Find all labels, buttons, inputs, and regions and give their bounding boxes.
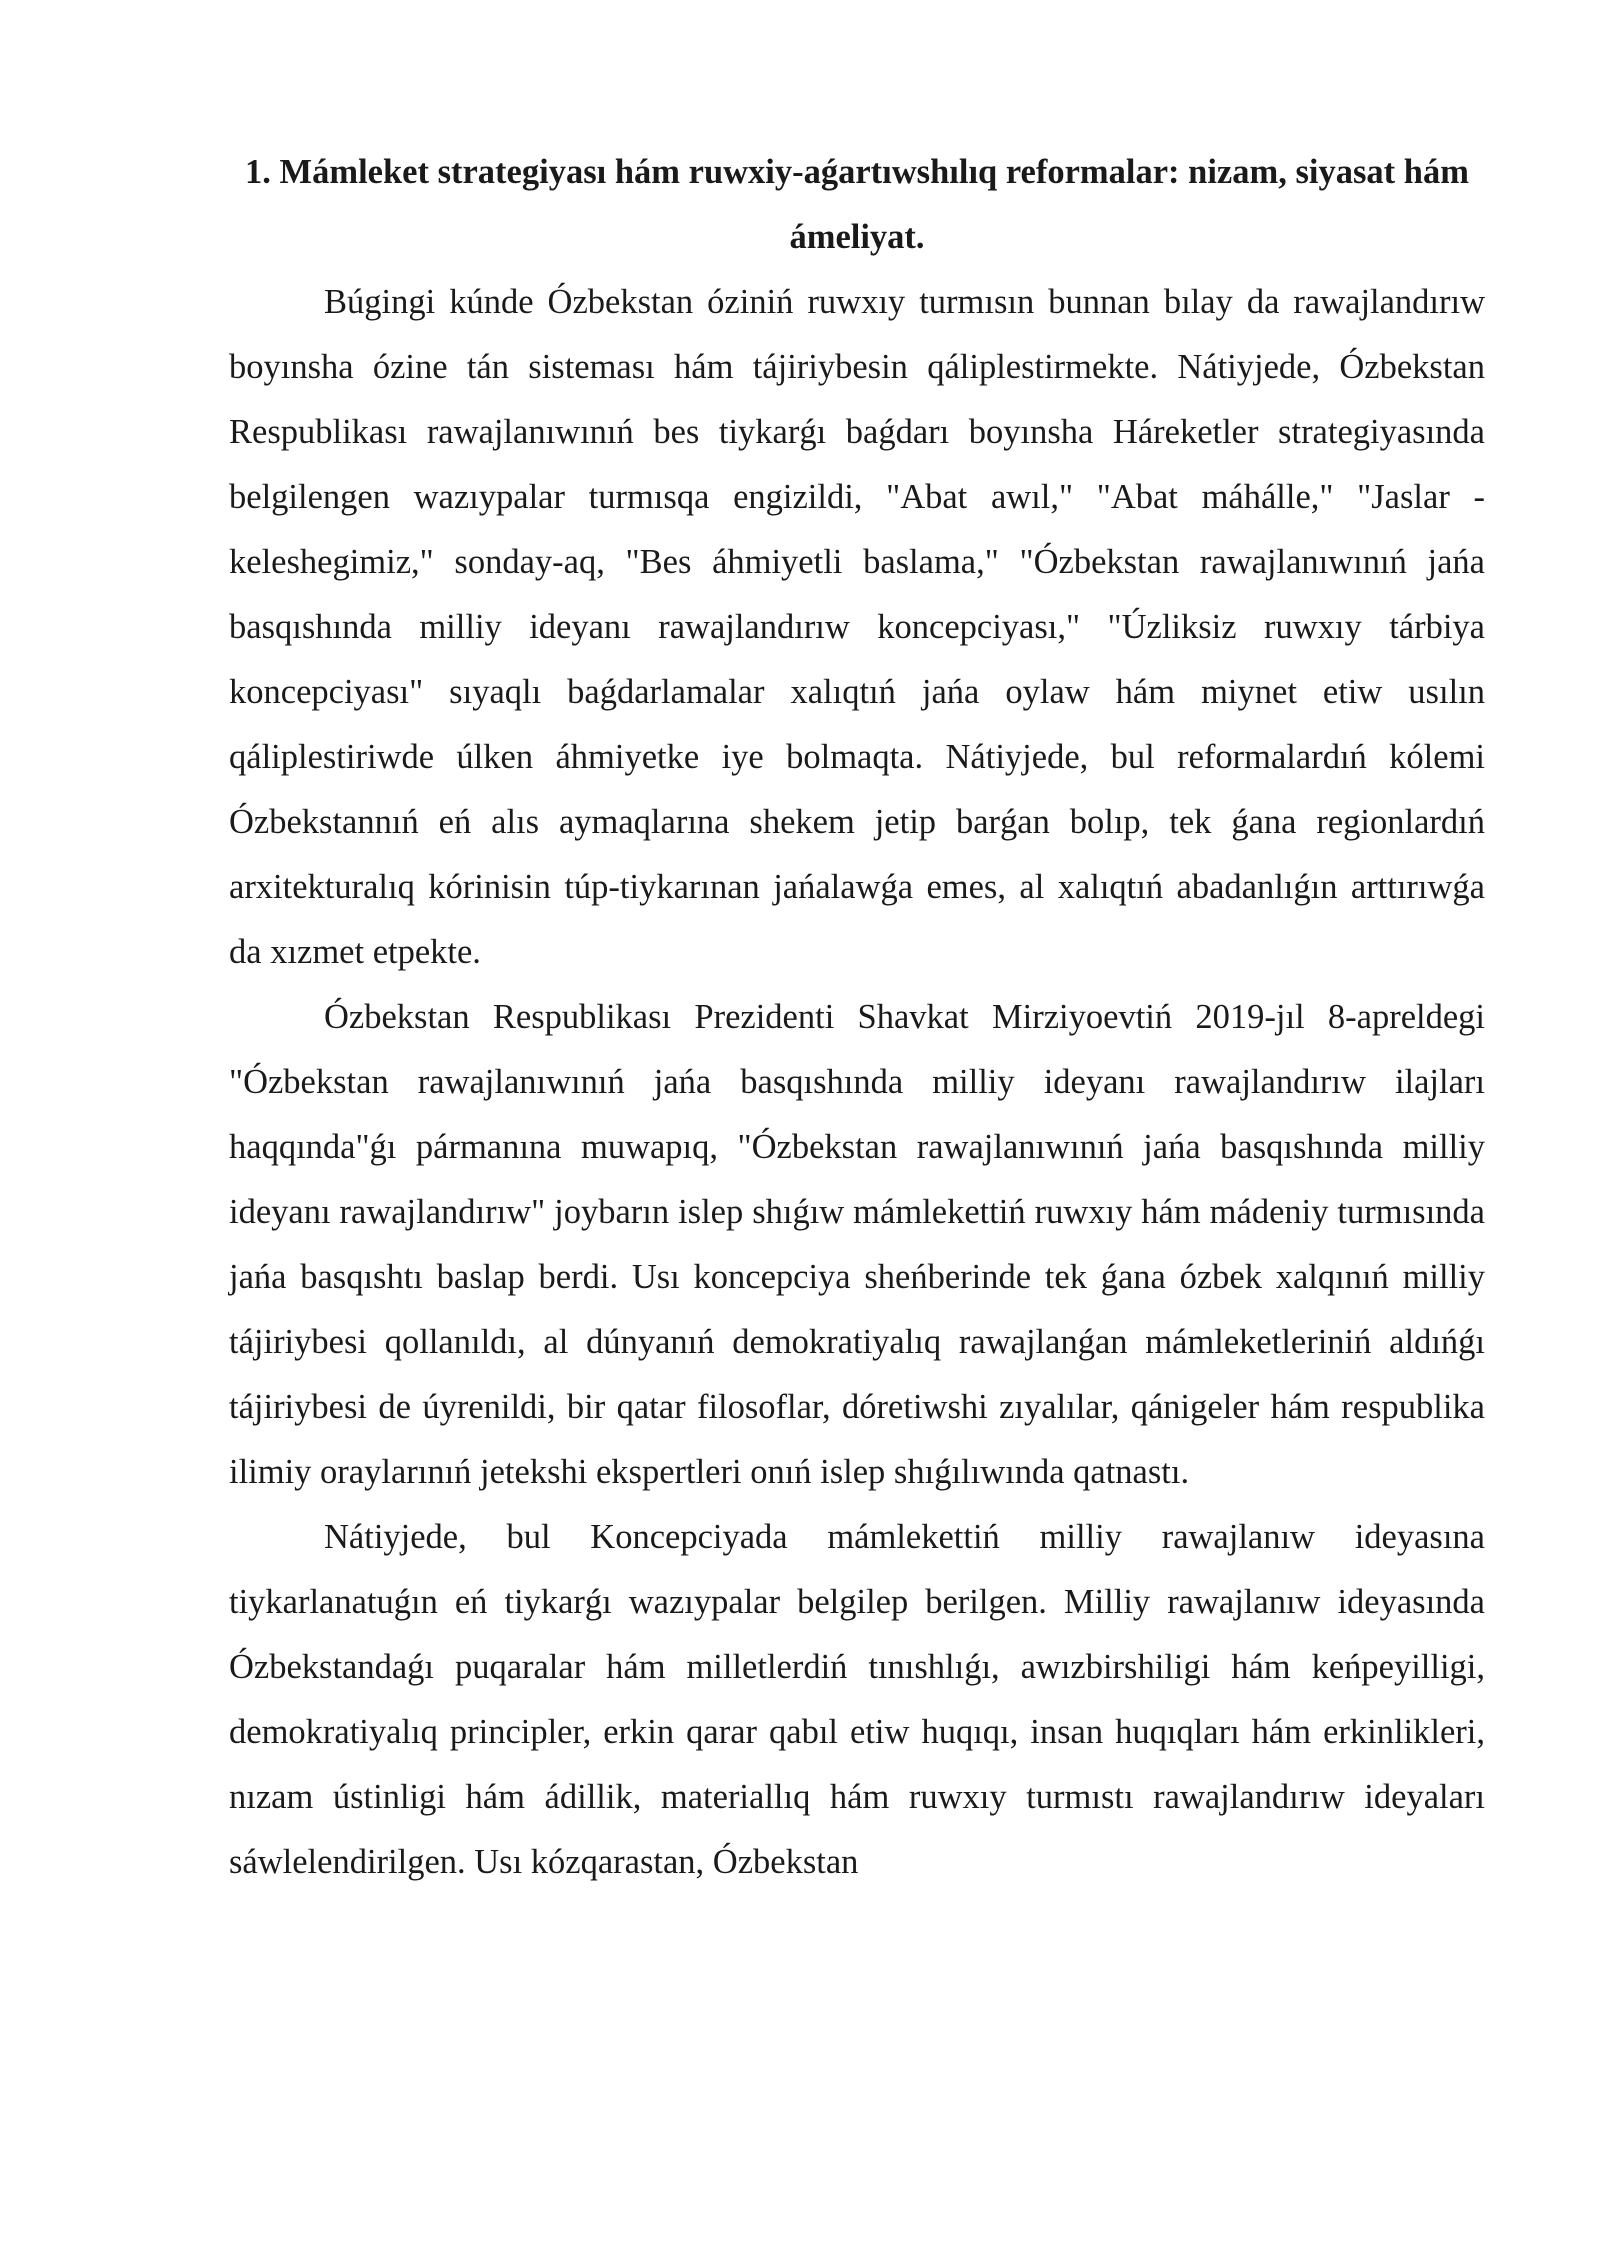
- document-body: [229, 140, 1485, 1895]
- paragraph-3: Nátiyjede, bul Koncepciyada mámlekettiń milliy rawajlanıw ideyasına tiykarlanatuǵın eń tiykarǵı wazıypalar belgilep berilgen. Milliy rawajlanıw ideyasında Ózbekstandaǵı puqaralar hám milletlerdiń tınıshlıǵı, awızbirshiligi hám keńpeyilligi, demokratiyalıq principler, erkin qarar qabıl etiw huqıqı, insan huqıqları hám erkinlikleri, nızam ústinligi hám ádillik, materiallıq hám ruwxıy turmıstı rawajlandırıw ideyaları sáwlelendirilgen. Usı kózqarastan, Ózbekstan: [229, 1518, 1485, 1881]
- paragraph-1: Búgingi kúnde Ózbekstan óziniń ruwxıy turmısın bunnan bılay da rawajlandırıw boyınsha ózine tán sisteması hám tájiriybesin qáliplestirmekte. Nátiyjede, Ózbekstan Respublikası rawajlanıwınıń bes tiykarǵı baǵdarı boyınsha Háreketler strategiyasında belgilengen wazıypalar turmısqa engizildi, "Abat awıl," "Abat máhálle," "Jaslar - keleshegimiz," sonday-aq, "Bes áhmiyetli baslama," "Ózbekstan rawajlanıwınıń jańa basqıshında milliy ideyanı rawajlandırıw koncepciyası," "Úzliksiz ruwxıy tárbiya koncepciyası" sıyaqlı baǵdarlamalar xalıqtıń jańa oylaw hám miynet etiw usılın qáliplestiriwde úlken áhmiyetke iye bolmaqta. Nátiyjede, bul reformalardıń kólemi Ózbekstannıń eń alıs aymaqlarına shekem jetip barǵan bolıp, tek ǵana regionlardıń arxitekturalıq kórinisin túp-tiykarınan jańalawǵa emes, al xalıqtıń abadanlıǵın arttırıwǵa da xızmet etpekte.: [229, 283, 1485, 971]
- paragraph-2: Ózbekstan Respublikası Prezidenti Shavkat Mirziyoevtiń 2019-jıl 8-apreldegi "Ózbekstan rawajlanıwınıń jańa basqıshında milliy ideyanı rawajlandırıw ilajları haqqında"ǵı pármanına muwapıq, "Ózbekstan rawajlanıwınıń jańa basqıshında milliy ideyanı rawajlandırıw" joybarın islep shıǵıw mámlekettiń ruwxıy hám mádeniy turmısında jańa basqıshtı baslap berdi. Usı koncepciya sheńberinde tek ǵana ózbek xalqınıń milliy tájiriybesi qollanıldı, al dúnyanıń demokratiyalıq rawajlanǵan mámleketleriniń aldıńǵı tájiriybesi de úyrenildi, bir qatar filosoflar, dóretiwshi zıyalılar, qánigeler hám respublika ilimiy oraylarınıń jetekshi ekspertleri onıń islep shıǵılıwında qatnastı.: [229, 998, 1485, 1491]
- section-heading: 1. Mámleket strategiyası hám ruwxiy-aǵartıwshılıq reformalar: nizam, siyasat hám ámeliyat.: [245, 153, 1469, 256]
